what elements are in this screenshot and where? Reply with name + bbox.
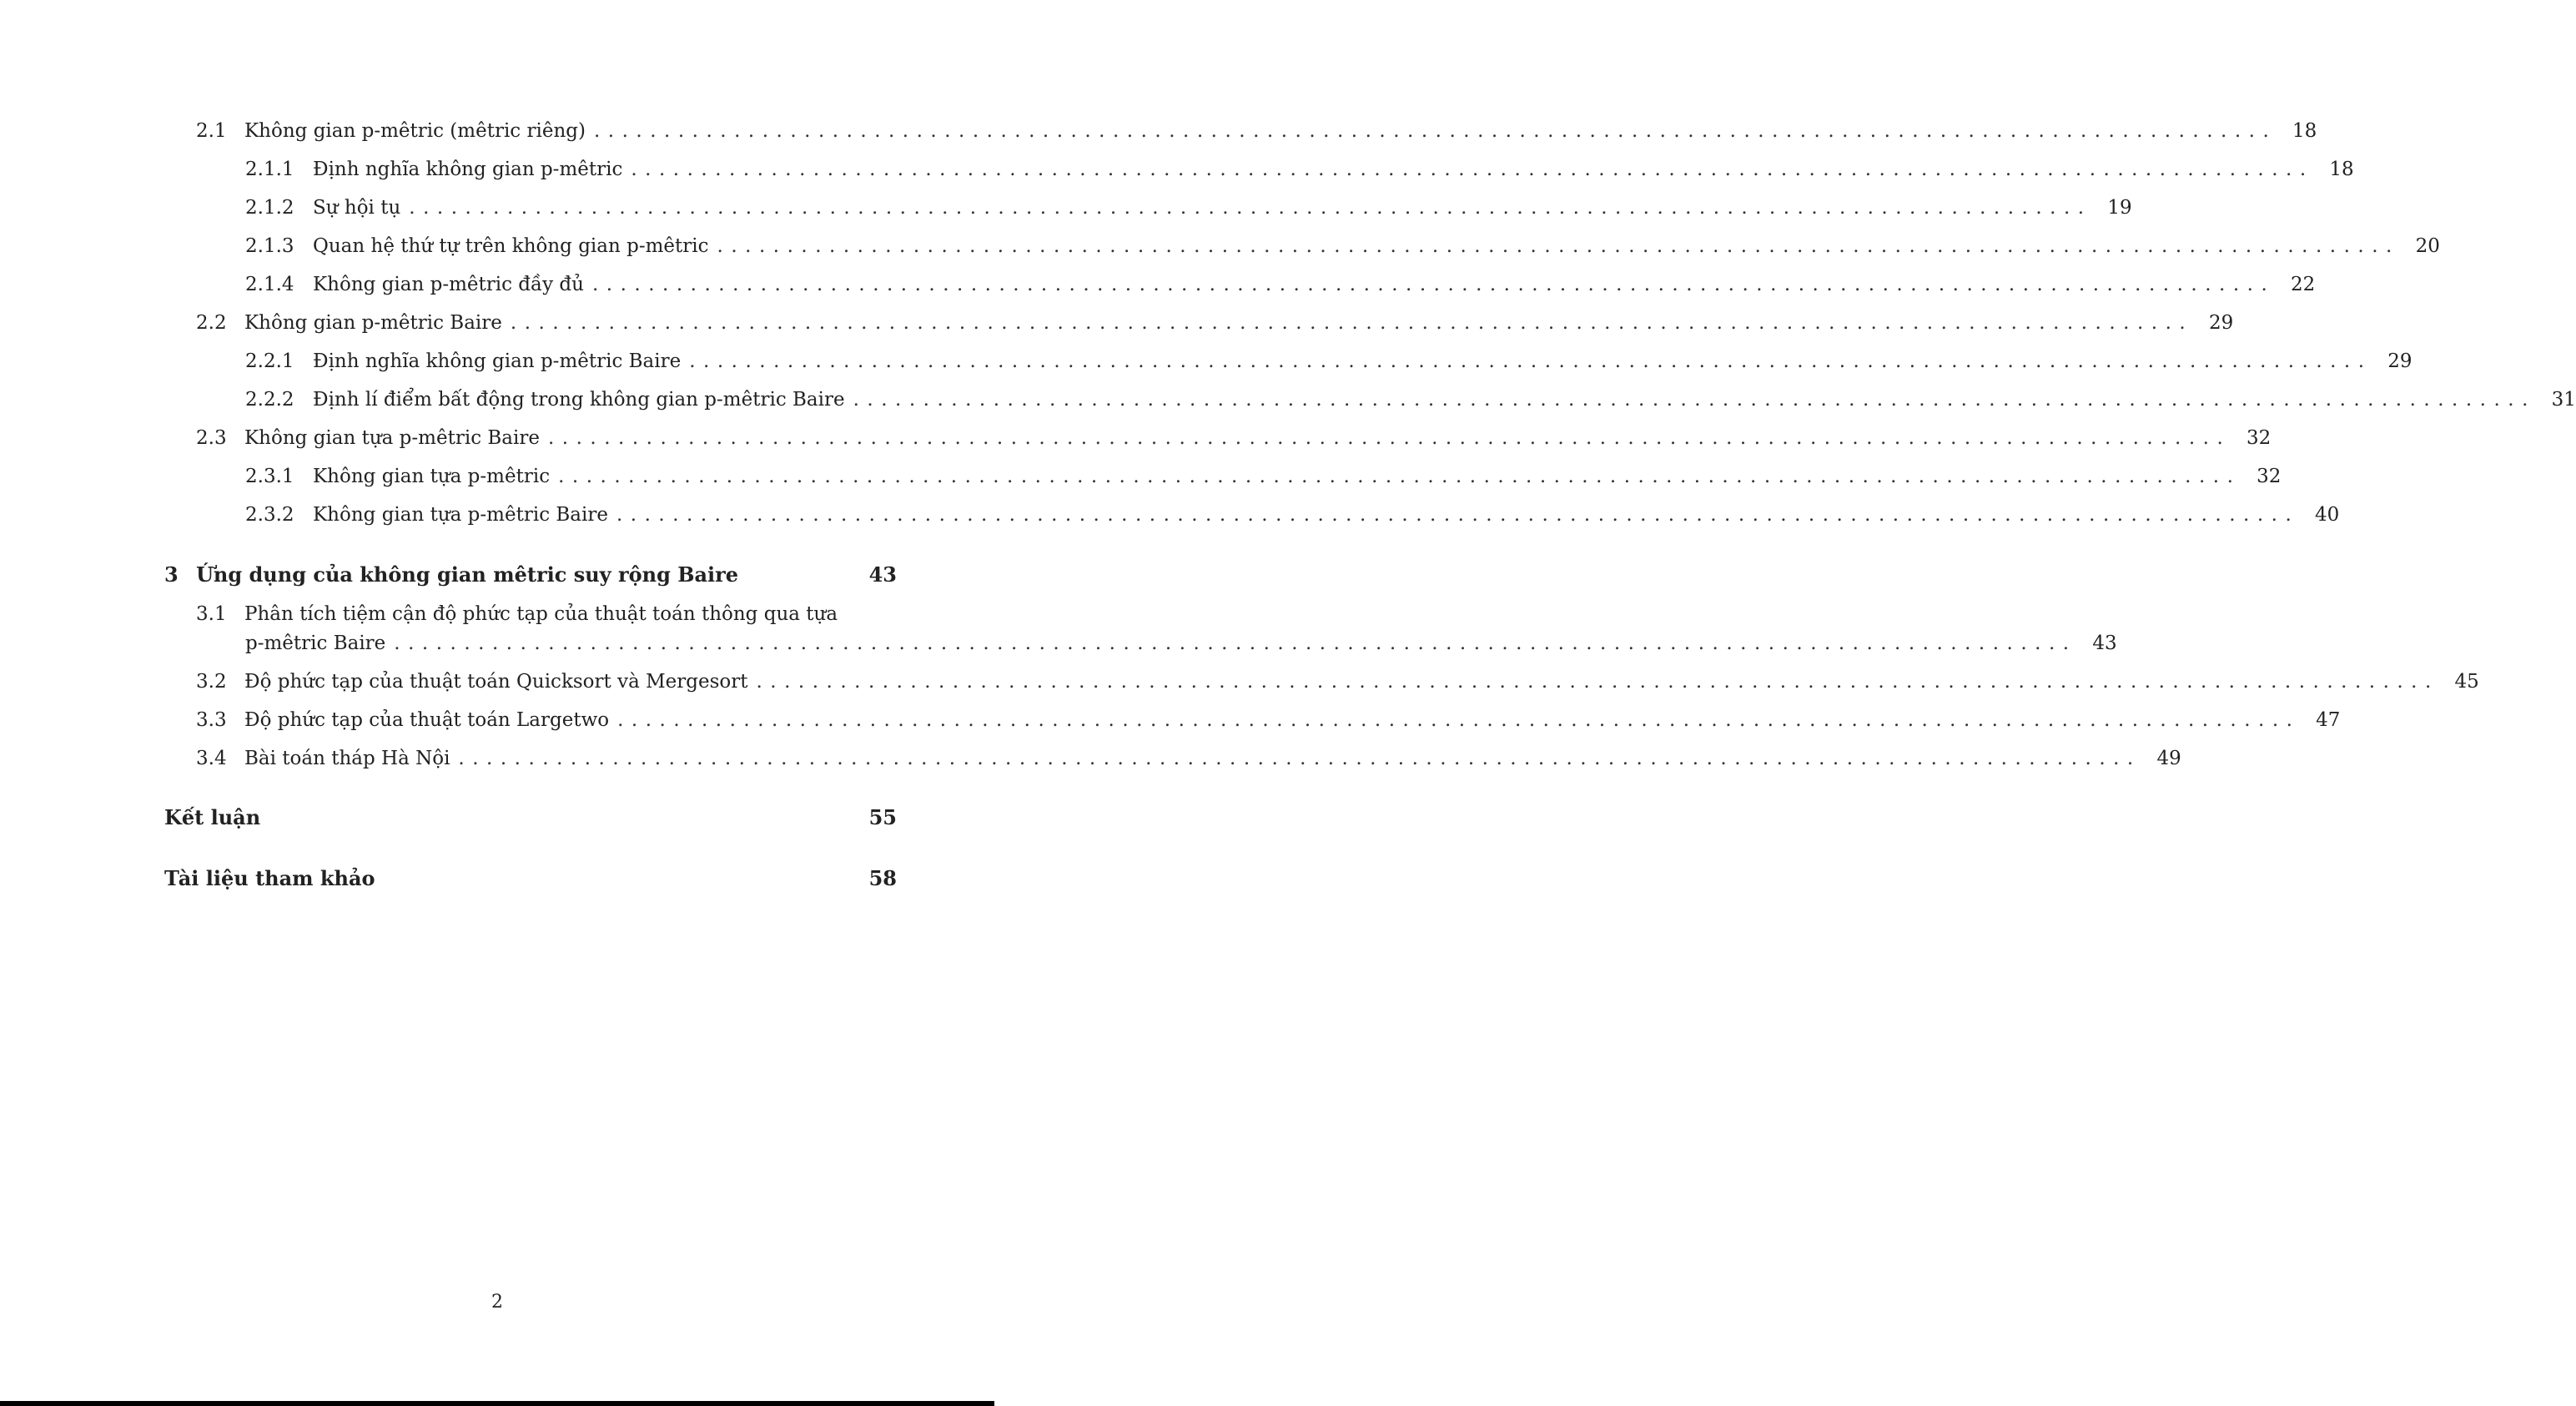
toc-entry-multiline[interactable] xyxy=(196,600,897,628)
toc-entry-title: Quan hệ thứ tự trên không gian p-mêtric xyxy=(313,235,709,257)
toc-entry-title: Không gian p-mêtric (mêtric riêng) xyxy=(244,120,586,142)
toc-entry-continuation[interactable] xyxy=(245,629,2117,658)
dot-leader: ........................................................................................................................ xyxy=(689,350,2372,372)
toc-entry-page: 49 xyxy=(2156,748,2181,769)
toc-entry-title: Bài toán tháp Hà Nội xyxy=(244,748,450,769)
dot-leader: ........................................................................................................................ xyxy=(617,709,2301,731)
toc-entry[interactable] xyxy=(196,309,2234,337)
toc-entry-title: Không gian p-mêtric đầy đủ xyxy=(313,274,584,295)
toc-entry-number: 2.1 xyxy=(196,120,227,142)
toc-entry-number: 2.2.1 xyxy=(245,350,294,372)
toc-entry-page: 32 xyxy=(2246,427,2272,449)
toc-entry-number: 2.1.3 xyxy=(245,235,294,257)
toc-chapter-references[interactable] xyxy=(164,864,897,893)
dot-leader: ........................................................................................................................ xyxy=(394,632,2077,654)
toc-entry-title: Định nghĩa không gian p-mêtric Baire xyxy=(313,350,682,372)
toc-entry-page: 45 xyxy=(2454,671,2479,693)
toc-entry-number: 2.1.2 xyxy=(245,197,294,219)
toc-chapter-title: Ứng dụng của không gian mêtric suy rộng Baire xyxy=(196,562,739,587)
dot-leader: ........................................................................................................................ xyxy=(547,427,2231,449)
toc-chapter-title: Kết luận xyxy=(164,805,261,829)
dot-leader: ........................................................................................................................ xyxy=(616,504,2300,526)
toc-entry-number: 2.2 xyxy=(196,312,227,334)
toc-entry-page: 29 xyxy=(2387,350,2412,372)
toc-entry-number: 3.3 xyxy=(196,709,227,731)
toc-entry[interactable] xyxy=(245,462,2282,491)
toc-entry-number: 3.2 xyxy=(196,671,227,693)
toc-entry-number: 2.3.2 xyxy=(245,504,294,526)
toc-entry-page: 19 xyxy=(2107,197,2132,219)
toc-entry[interactable] xyxy=(196,668,2479,696)
toc-entry-page: 47 xyxy=(2316,709,2341,731)
toc-entry-title: Không gian tựa p-mêtric xyxy=(313,466,551,487)
dot-leader: ........................................................................................................................ xyxy=(409,197,2092,219)
toc-entry[interactable] xyxy=(245,155,2354,184)
toc-entry-page: 18 xyxy=(2292,120,2317,142)
toc-entry-title: Định nghĩa không gian p-mêtric xyxy=(313,159,623,180)
toc-chapter-page: 58 xyxy=(868,866,897,890)
toc-entry-number: 2.1.1 xyxy=(245,159,294,180)
toc-entry-title: Độ phức tạp của thuật toán Largetwo xyxy=(244,709,610,731)
toc-entry-number: 2.2.2 xyxy=(245,389,294,411)
toc-entry-page: 31 xyxy=(2551,389,2576,411)
dot-leader: ........................................................................................................................ xyxy=(631,159,2314,180)
toc-entry-title: Không gian tựa p-mêtric Baire xyxy=(244,427,540,449)
toc-entry-number: 3.4 xyxy=(196,748,227,769)
dot-leader: ........................................................................................................................ xyxy=(558,466,2241,487)
toc-entry[interactable] xyxy=(245,501,2340,529)
toc-entry[interactable] xyxy=(245,386,2576,414)
toc-entry-number: 2.1.4 xyxy=(245,274,294,295)
toc-entry[interactable] xyxy=(196,117,2317,145)
toc-entry-page: 22 xyxy=(2291,274,2316,295)
dot-leader: ........................................................................................................................ xyxy=(853,389,2536,411)
toc-entry-title: Không gian tựa p-mêtric Baire xyxy=(313,504,608,526)
toc-entry-page: 32 xyxy=(2257,466,2282,487)
dot-leader: ........................................................................................................................ xyxy=(593,120,2277,142)
dot-leader: ........................................................................................................................ xyxy=(510,312,2194,334)
toc-entry-number: 2.3.1 xyxy=(245,466,294,487)
toc-chapter-conclusion[interactable] xyxy=(164,804,897,832)
toc-entry[interactable] xyxy=(196,424,2272,452)
dot-leader: ........................................................................................................................ xyxy=(458,748,2141,769)
toc-entry-page: 20 xyxy=(2415,235,2440,257)
toc-entry[interactable] xyxy=(245,347,2412,375)
toc-entry-title-line2: p-mêtric Baire xyxy=(245,632,386,654)
toc-entry-page: 18 xyxy=(2329,159,2354,180)
toc-entry[interactable] xyxy=(245,232,2440,260)
toc-chapter-page: 43 xyxy=(868,562,897,587)
bottom-edge-bar xyxy=(0,1401,994,1406)
toc-entry-number: 2.3 xyxy=(196,427,227,449)
toc-chapter-page: 55 xyxy=(868,805,897,829)
toc-entry-title: Không gian p-mêtric Baire xyxy=(244,312,502,334)
toc-entry-title: Sự hội tụ xyxy=(313,197,401,219)
toc-entry[interactable] xyxy=(196,744,2181,773)
page-number: 2 xyxy=(491,1292,503,1313)
toc-entry-page: 29 xyxy=(2208,312,2234,334)
toc-chapter-number: 3 xyxy=(164,562,179,587)
toc-entry[interactable] xyxy=(196,706,2341,734)
toc-entry-title: Định lí điểm bất động trong không gian p-mêtric Baire xyxy=(313,389,845,411)
toc-entry-title: Độ phức tạp của thuật toán Quicksort và Mergesort xyxy=(244,671,748,693)
toc-entry[interactable] xyxy=(245,194,2132,222)
toc-entry-page: 40 xyxy=(2315,504,2340,526)
toc-entry-number: 3.1 xyxy=(196,603,227,625)
dot-leader: ........................................................................................................................ xyxy=(756,671,2439,693)
dot-leader: ........................................................................................................................ xyxy=(591,274,2276,295)
toc-entry-title-line1: Phân tích tiệm cận độ phức tạp của thuật toán thông qua tựa xyxy=(244,603,838,625)
dot-leader: ........................................................................................................................ xyxy=(717,235,2400,257)
toc-chapter[interactable] xyxy=(164,561,897,589)
toc-entry[interactable] xyxy=(245,270,2316,299)
toc-entry-page: 43 xyxy=(2092,632,2117,654)
toc-chapter-title: Tài liệu tham khảo xyxy=(164,866,375,890)
